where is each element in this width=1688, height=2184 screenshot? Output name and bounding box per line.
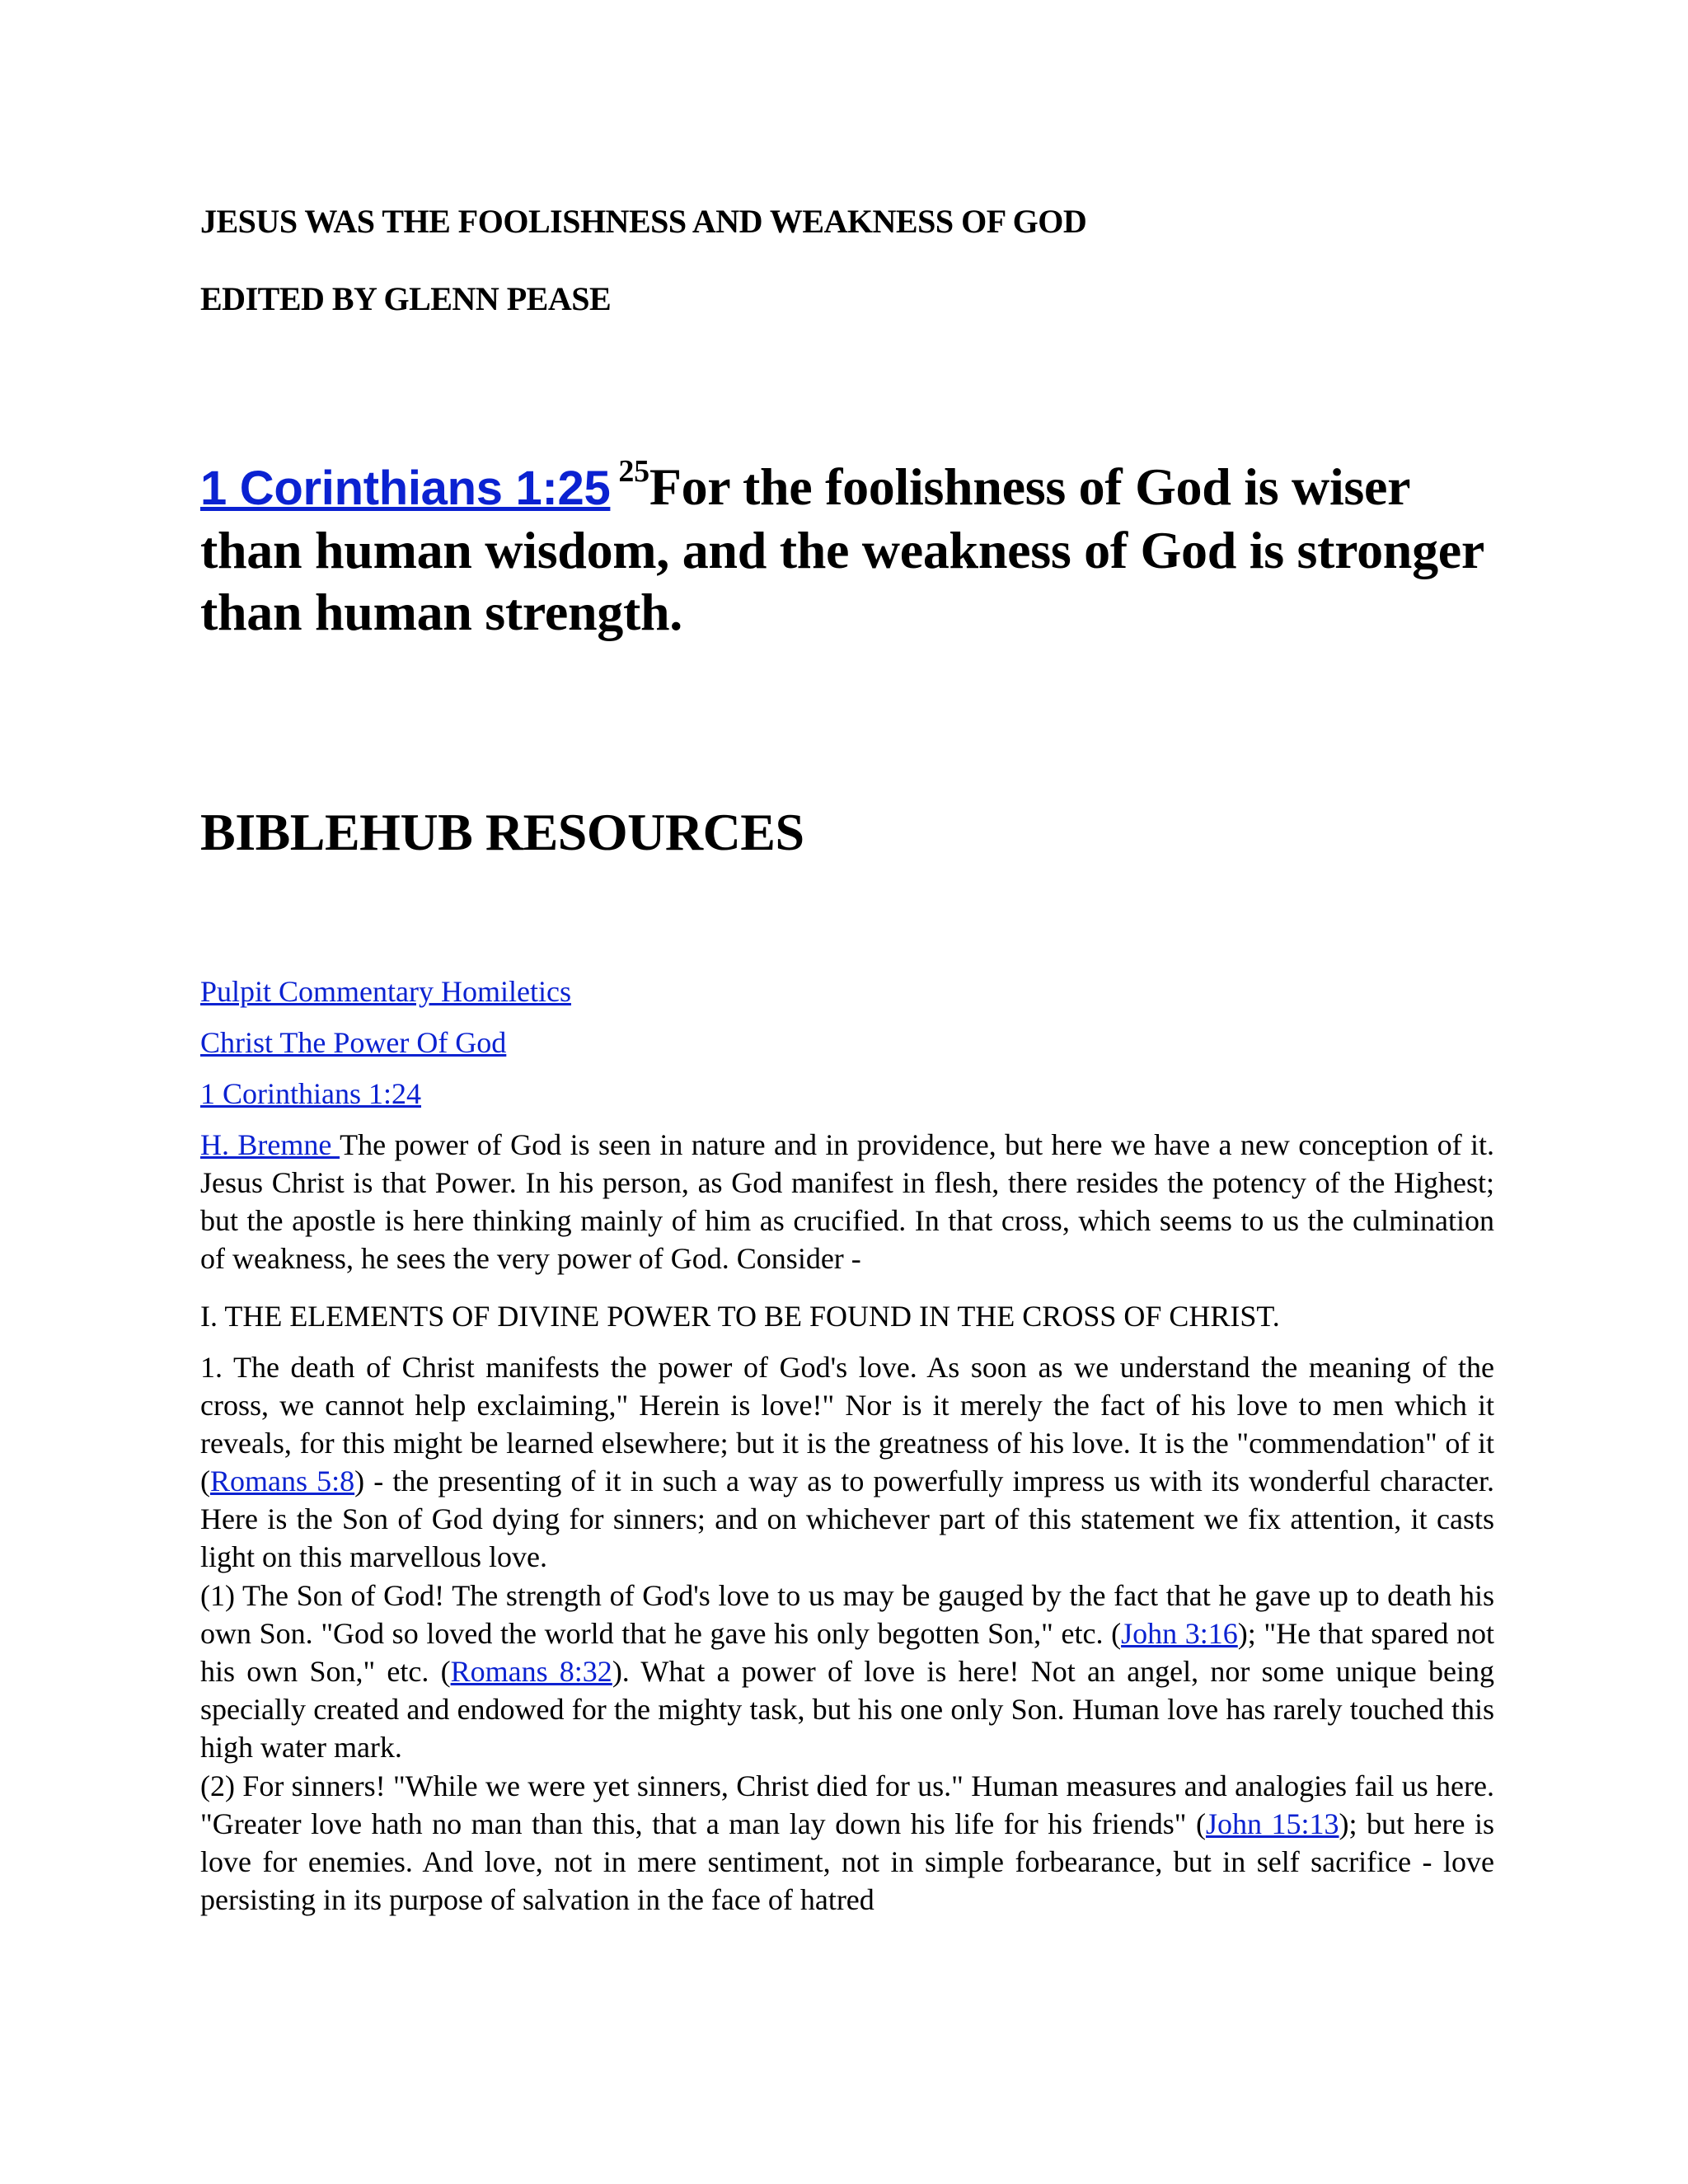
paragraph-son-of-god bbox=[200, 1577, 1494, 1766]
paragraph-text: 1. The death of Christ manifests the power of God's love. As soon as we understand the meaning of the cross, we cannot help exclaiming," Herein is love!" Nor is it merely the fact of his love to men which it reveals, for this might be learned elsewhere; but it is the greatness of his love. It is the "commendation" of it ( bbox=[200, 1351, 1494, 1497]
section-point-heading: I. THE ELEMENTS OF DIVINE POWER TO BE FOUND IN THE CROSS OF CHRIST. bbox=[200, 1300, 1280, 1333]
paragraph-point-1 bbox=[200, 1348, 1494, 1576]
john-3-16-link[interactable]: John 3:16 bbox=[1121, 1617, 1238, 1650]
source-link[interactable]: Pulpit Commentary Homiletics bbox=[200, 975, 571, 1008]
document-title: JESUS WAS THE FOOLISHNESS AND WEAKNESS OF GOD bbox=[200, 203, 1087, 240]
romans-5-8-link[interactable]: Romans 5:8 bbox=[210, 1465, 355, 1497]
paragraph-text: ); but here is love for enemies. And love, not in mere sentiment, not in simple forbearance, but in self sacrifice - love persisting in its purpose of salvation in the face of hatred bbox=[200, 1807, 1495, 1916]
paragraph-text: ). What a power of love is here! Not an angel, nor some unique being specially created and endowed for the mighty task, but his one only Son. Human love has rarely touched this high water mark. bbox=[200, 1655, 1494, 1764]
paragraph-text: (2) For sinners! "While we were yet sinners, Christ died for us." Human measures and analogies fail us here. "Greater love hath no man than this, that a man lay down his life for his friends" ( bbox=[200, 1769, 1494, 1840]
paragraph-intro-text: The power of God is seen in nature and in providence, but here we have a new conception of it. Jesus Christ is that Power. In his person, as God manifest in flesh, there resides the potency of the Highest; but the apostle is here thinking mainly of him as crucified. In that cross, which seems to us the culmination of weakness, he sees the very power of God. Consider - bbox=[200, 1128, 1494, 1275]
verse-reference-link[interactable]: 1 Corinthians 1:25 bbox=[200, 462, 611, 515]
verse-block bbox=[200, 456, 1519, 643]
paragraph-text: ); "He that spared not his own Son," etc. ( bbox=[200, 1617, 1494, 1688]
topic-link[interactable]: Christ The Power Of God bbox=[200, 1026, 507, 1059]
verse-text: For the foolishness of God is wiser than human wisdom, and the weakness of God is stronger than human strength. bbox=[200, 457, 1484, 641]
paragraph-intro bbox=[200, 1126, 1494, 1277]
author-link[interactable]: H. Bremne bbox=[200, 1128, 340, 1161]
john-15-13-link[interactable]: John 15:13 bbox=[1205, 1807, 1339, 1840]
paragraph-for-sinners bbox=[200, 1767, 1494, 1919]
romans-8-32-link[interactable]: Romans 8:32 bbox=[450, 1655, 612, 1688]
section-heading: BIBLEHUB RESOURCES bbox=[200, 803, 804, 861]
paragraph-text: (1) The Son of God! The strength of God's love to us may be gauged by the fact that he gave up to death his own Son. "God so loved the world that he gave his only begotten Son," etc. ( bbox=[200, 1579, 1494, 1650]
paragraph-text: ) - the presenting of it in such a way as to powerfully impress us with its wonderful character. Here is the Son of God dying for sinners; and on whichever part of this statement we fix attention, it casts light on this marvellous love. bbox=[200, 1465, 1495, 1573]
verse-number: 25 bbox=[618, 454, 649, 489]
editor-line: EDITED BY GLENN PEASE bbox=[200, 280, 612, 317]
reference-link[interactable]: 1 Corinthians 1:24 bbox=[200, 1077, 421, 1110]
